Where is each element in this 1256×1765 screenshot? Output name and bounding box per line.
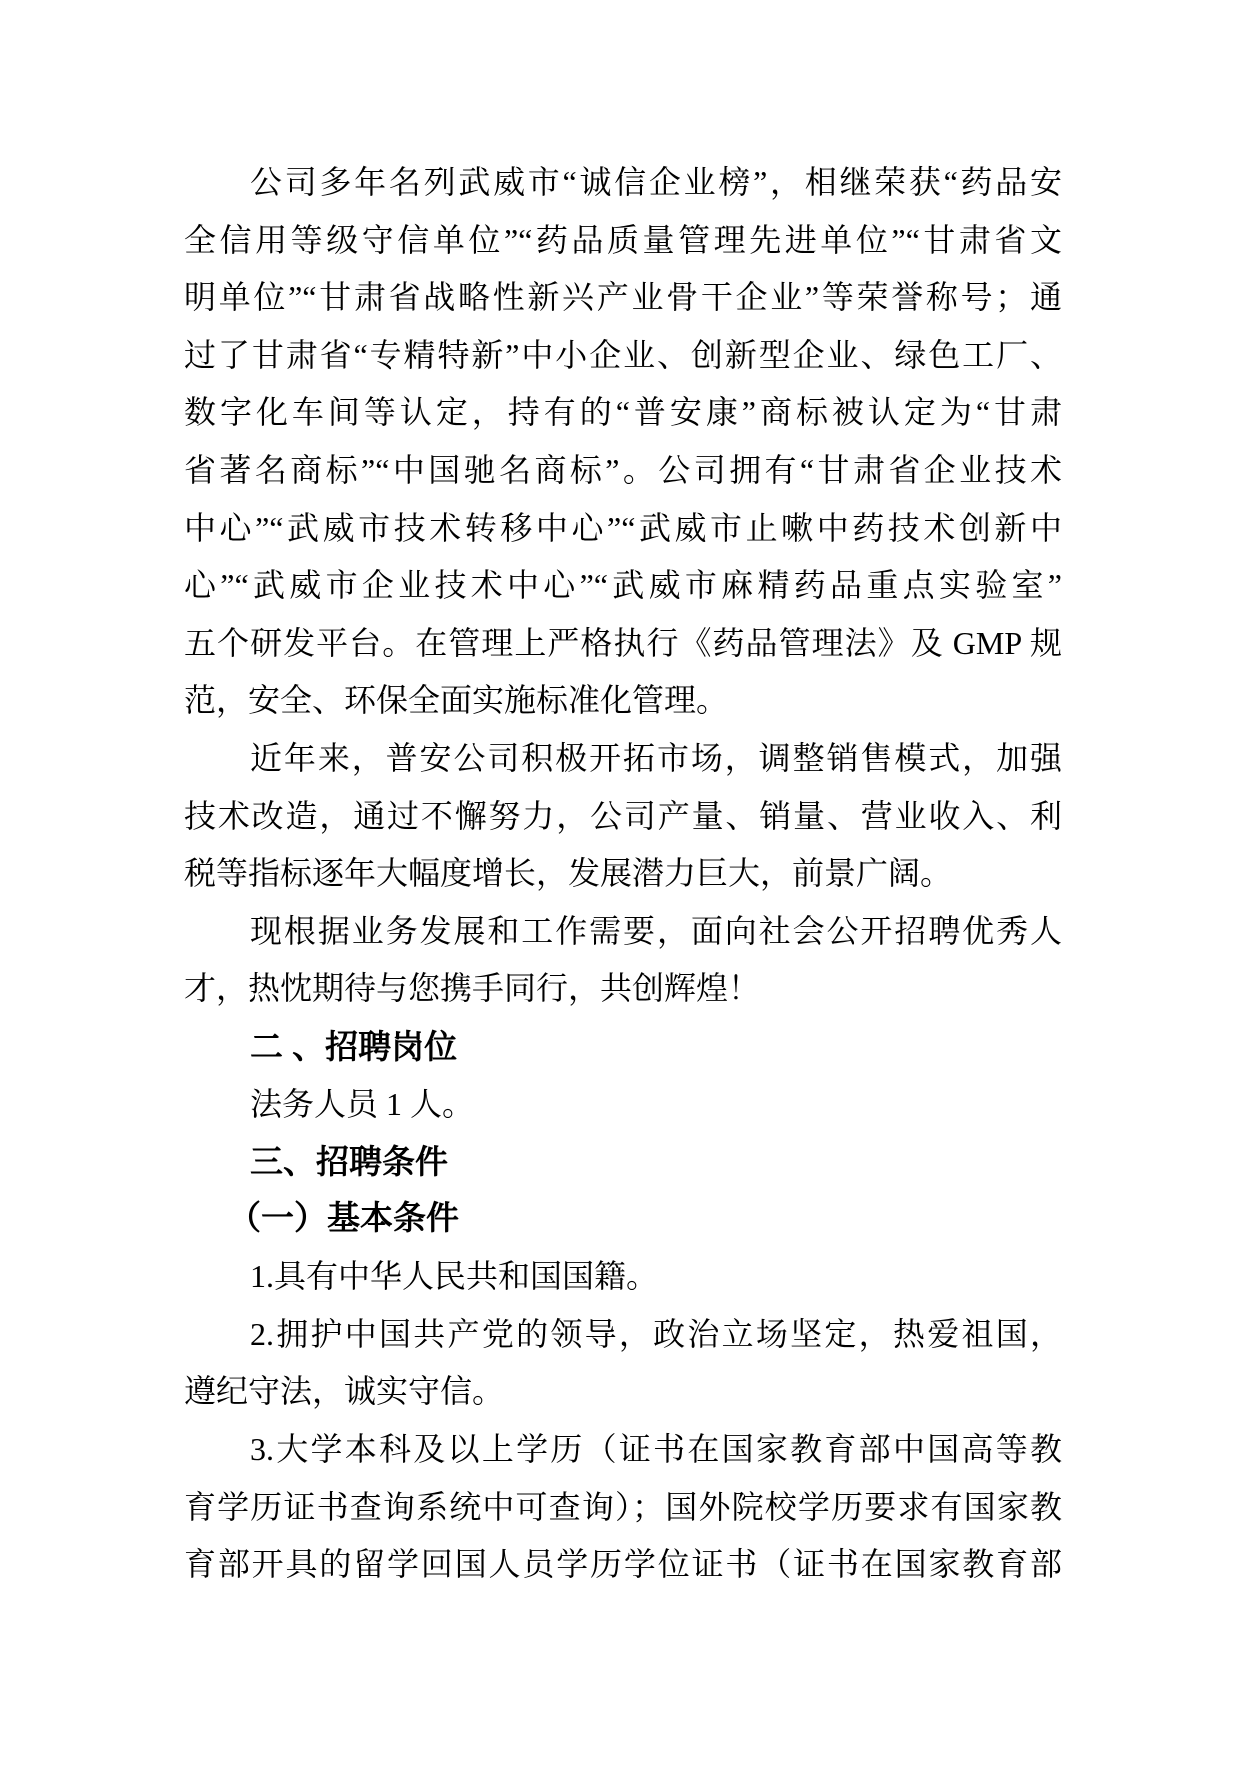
text-line: 数字化车间等认定，持有的“普安康”商标被认定为“甘肃 — [184, 394, 1062, 431]
text-line: 才，热忱期待与您携手同行，共创辉煌！ — [184, 970, 761, 1007]
text-line: 全信用等级守信单位”“药品质量管理先进单位”“甘肃省文 — [184, 221, 1062, 258]
text-line: （一）基本条件 — [228, 1200, 459, 1237]
text-line: 近年来，普安公司积极开拓市场，调整销售模式，加强 — [250, 739, 1062, 776]
text-line: 省著名商标”“中国驰名商标”。公司拥有“甘肃省企业技术 — [184, 451, 1062, 488]
paragraph-position-legal-staff — [184, 1076, 1062, 1134]
text-line: 遵纪守法，诚实守信。 — [184, 1373, 505, 1410]
paragraph-condition-2-political — [184, 1306, 1062, 1421]
text-line: 法务人员 1 人。 — [250, 1085, 475, 1122]
text-line: 过了甘肃省“专精特新”中小企业、创新型企业、绿色工厂、 — [184, 336, 1062, 373]
paragraph-recruit-intro — [184, 903, 1062, 1018]
heading-basic-conditions — [184, 1191, 1062, 1249]
text-line: 税等指标逐年大幅度增长，发展潜力巨大，前景广阔。 — [184, 855, 953, 892]
heading-section-2-positions — [184, 1018, 1062, 1076]
text-line: 技术改造，通过不懈努力，公司产量、销量、营业收入、利 — [184, 797, 1062, 834]
text-line: 公司多年名列武威市“诚信企业榜”，相继荣获“药品安 — [250, 164, 1062, 200]
paragraph-recent-growth — [184, 730, 1062, 903]
text-line: 中心”“武威市技术转移中心”“武威市止嗽中药技术创新中 — [184, 509, 1062, 546]
heading-section-3-conditions — [184, 1133, 1062, 1191]
text-line: 3.大学本科及以上学历（证书在国家教育部中国高等教 — [250, 1431, 1062, 1468]
text-line: 1.具有中华人民共和国国籍。 — [250, 1258, 659, 1295]
document-text-area — [184, 154, 1062, 1594]
paragraph-condition-1-nationality — [184, 1248, 1062, 1306]
text-line: 心”“武威市企业技术中心”“武威市麻精药品重点实验室” — [184, 567, 1062, 604]
text-line: 2.拥护中国共产党的领导，政治立场坚定，热爱祖国， — [250, 1315, 1062, 1352]
text-line: 现根据业务发展和工作需要，面向社会公开招聘优秀人 — [250, 912, 1062, 949]
text-line: 三、招聘条件 — [250, 1143, 448, 1181]
text-line: 育学历证书查询系统中可查询）；国外院校学历要求有国家教 — [184, 1488, 1062, 1525]
text-line: 育部开具的留学回国人员学历学位证书（证书在国家教育部 — [184, 1546, 1062, 1583]
text-line: 二 、招聘岗位 — [250, 1027, 458, 1065]
paragraph-condition-3-education — [184, 1421, 1062, 1594]
paragraph-company-honors — [184, 154, 1062, 730]
text-line: 范，安全、环保全面实施标准化管理。 — [184, 682, 729, 719]
text-line: 五个研发平台。在管理上严格执行《药品管理法》及 GMP 规 — [184, 624, 1062, 661]
text-line: 明单位”“甘肃省战略性新兴产业骨干企业”等荣誉称号；通 — [184, 279, 1062, 316]
